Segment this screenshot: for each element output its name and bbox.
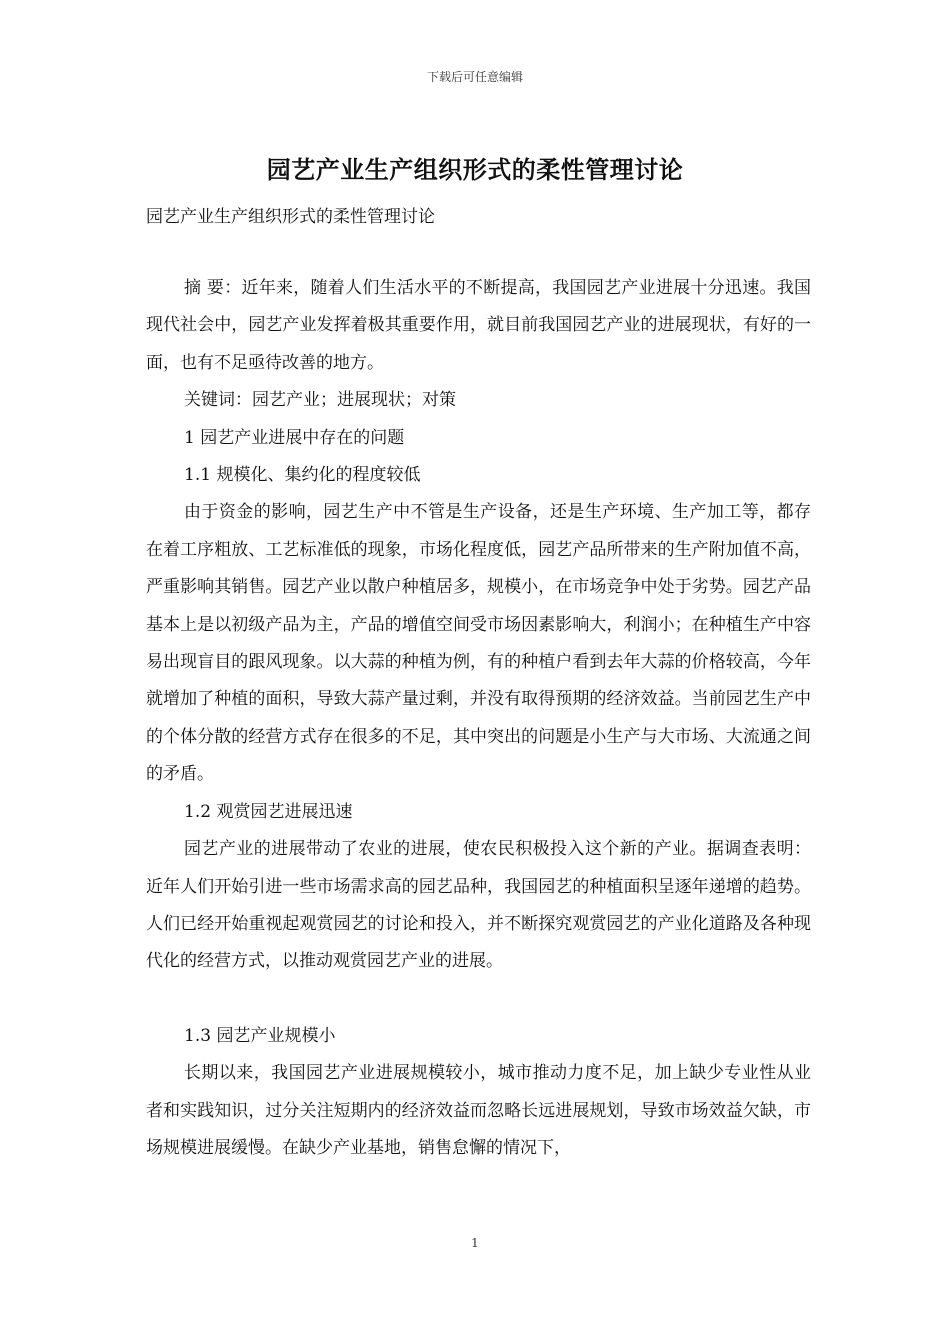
paragraph-spacer <box>146 981 811 1018</box>
document-title: 园艺产业生产组织形式的柔性管理讨论 <box>266 155 684 184</box>
subsection-heading: 1.1 规模化、集约化的程度较低 <box>184 465 421 486</box>
body-paragraph: 由于资金的影响，园艺生产中不管是生产设备，还是生产环境、生产加工等，都存在着工序粗放、工艺标准低的现象，市场化程度低，园艺产品所带来的生产附加值不高，严重影响其销售。园艺产业以散户种植居多，规模小，在市场竞争中处于劣势。园艺产品基本上是以初级产品为主，产品的增值空间受市场因素影响大，利润小；在种植生产中容易出现盲目的跟风现象。以大蒜的种植为例，有的种植户看到去年大蒜的价格较高，今年就增加了种植的面积，导致大蒜产量过剩，并没有取得预期的经济效益。当前园艺生产中的个体分散的经营方式存在很多的不足，其中突出的问题是小生产与大市场、大流通之间的矛盾。 <box>146 502 811 785</box>
body-paragraph: 园艺产业的进展带动了农业的进展，使农民积极投入这个新的产业。据调查表明：近年人们开始引进一些市场需求高的园艺品种，我国园艺的种植面积呈逐年递增的趋势。人们已经开始重视起观赏园艺的讨论和投入，并不断探究观赏园艺的产业化道路及各种现代化的经营方式，以推动观赏园艺产业的进展。 <box>146 839 811 972</box>
page-number: 1 <box>471 1236 479 1250</box>
document-subtitle: 园艺产业生产组织形式的柔性管理讨论 <box>146 207 435 227</box>
keywords-line: 关键词：园艺产业；进展现状；对策 <box>184 390 456 411</box>
header-note: 下载后可任意编辑 <box>426 70 523 84</box>
abstract-paragraph: 摘 要：近年来，随着人们生活水平的不断提高，我国园艺产业进展十分迅速。我国现代社会中，园艺产业发挥着极其重要作用，就目前我国园艺产业的进展现状，有好的一面，也有不足亟待改善的地方。 <box>146 278 811 373</box>
subsection-heading: 1.3 园艺产业规模小 <box>184 1025 336 1046</box>
body-paragraph: 长期以来，我国园艺产业进展规模较小，城市推动力度不足，加上缺少专业性从业者和实践知识，过分关注短期内的经济效益而忽略长远进展规划，导致市场效益欠缺，市场规模进展缓慢。在缺少产业基地，销售怠懈的情况下， <box>146 1063 811 1158</box>
section-heading: 1 园艺产业进展中存在的问题 <box>184 427 405 448</box>
subsection-heading: 1.2 观赏园艺进展迅速 <box>184 801 353 822</box>
document-body <box>146 270 811 1167</box>
